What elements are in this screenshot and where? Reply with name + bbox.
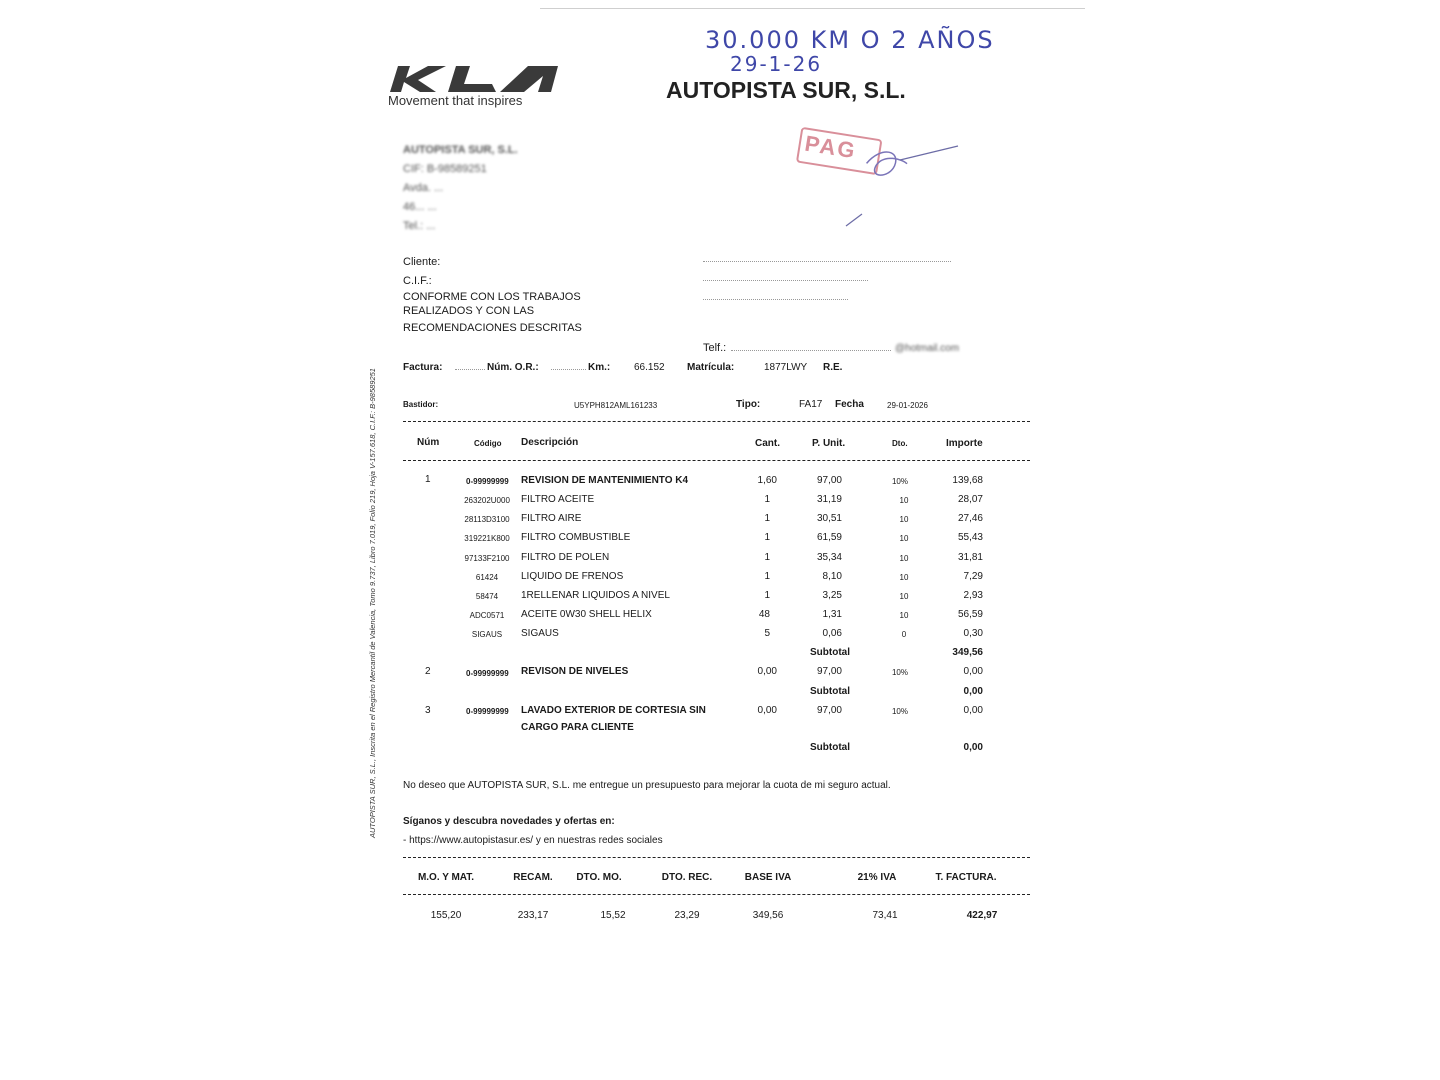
totals-bottom-divider — [403, 894, 1030, 895]
redacted-line-2 — [703, 280, 868, 283]
totals-header-recam: RECAM. — [513, 872, 553, 883]
row-punit: 1,31 — [822, 609, 842, 621]
col-header-num: Núm — [417, 437, 440, 448]
km-value: 66.152 — [634, 362, 665, 373]
row-code: 0-99999999 — [466, 477, 509, 486]
matricula-label: Matrícula: — [687, 362, 735, 373]
kia-logo — [388, 64, 560, 110]
col-header-descripcion: Descripción — [521, 437, 579, 448]
issuer-line-3: Avda. ... — [403, 182, 444, 194]
row-desc: ACEITE 0W30 SHELL HELIX — [521, 609, 652, 621]
row-desc: FILTRO AIRE — [521, 513, 582, 525]
km-label: Km.: — [588, 362, 611, 373]
row-dto: 10 — [899, 572, 909, 582]
row-cant: 1 — [764, 590, 770, 601]
row-punit: 35,34 — [816, 551, 842, 563]
row-desc: REVISON DE NIVELES — [521, 666, 629, 677]
factura-redacted — [455, 369, 485, 370]
row-code: 319221K800 — [464, 534, 510, 544]
row-cant: 1,60 — [757, 475, 777, 486]
col-header-punit: P. Unit. — [812, 438, 846, 449]
row-punit: 30,51 — [816, 513, 842, 525]
row-code: ADC0571 — [469, 611, 505, 621]
conform-line-2: REALIZADOS Y CON LAS — [403, 305, 535, 317]
issuer-block — [403, 144, 663, 239]
header-top-divider — [403, 421, 1030, 422]
tipo-value: FA17 — [799, 399, 823, 410]
totals-header-dto-rec: DTO. REC. — [661, 872, 713, 883]
row-code: 97133F2100 — [464, 553, 510, 563]
row-dto: 10% — [891, 477, 908, 486]
client-tel-label: Telf.: — [703, 342, 727, 354]
row-punit: 97,00 — [816, 666, 842, 677]
row-punit: 97,00 — [816, 705, 842, 716]
row-punit: 0,06 — [822, 628, 842, 640]
row-importe: 31,81 — [957, 551, 983, 563]
bastidor-label: Bastidor: — [403, 400, 439, 409]
client-address-redacted — [703, 256, 953, 302]
row-importe: 139,68 — [952, 475, 983, 486]
row-cant: 1 — [764, 532, 770, 544]
row-desc: REVISION DE MANTENIMIENTO K4 — [521, 475, 689, 486]
subtotal-value-3: 0,00 — [963, 742, 983, 753]
row-cant: 0,00 — [757, 666, 777, 677]
totals-value-recam: 233,17 — [517, 910, 549, 921]
row-code: 0-99999999 — [466, 707, 509, 716]
row-punit: 31,19 — [816, 494, 842, 505]
totals-top-divider — [403, 857, 1030, 858]
redacted-line-3 — [703, 299, 848, 302]
row-dto: 10 — [899, 553, 909, 563]
row-importe: 55,43 — [957, 532, 983, 544]
follow-line: - https://www.autopistasur.es/ y en nuestras redes sociales — [403, 835, 663, 846]
tipo-label: Tipo: — [736, 399, 761, 410]
totals-value-dto-rec: 23,29 — [674, 910, 700, 921]
top-border-line — [540, 8, 1085, 9]
follow-title: Síganos y descubra novedades y ofertas en: — [403, 816, 615, 827]
company-name: AUTOPISTA SUR, S.L. — [666, 77, 906, 103]
row-desc: LIQUIDO DE FRENOS — [521, 570, 624, 582]
conform-line-3: RECOMENDACIONES DESCRITAS — [403, 322, 582, 334]
issuer-line-5: Tel.: ... — [403, 220, 436, 232]
col-header-cant: Cant. — [755, 438, 780, 449]
row-cant: 1 — [764, 551, 770, 563]
totals-header-total: T. FACTURA. — [935, 872, 997, 883]
row-importe: 7,29 — [963, 570, 983, 582]
issuer-line-2: CIF: B-98589251 — [403, 163, 487, 175]
signature-scribble — [840, 140, 960, 230]
row-importe: 0,00 — [963, 705, 983, 716]
row-importe: 0,00 — [963, 666, 983, 677]
handwritten-note-line2: 29-1-26 — [730, 52, 823, 76]
row-code: 58474 — [475, 592, 499, 601]
row-num: 1 — [425, 474, 431, 485]
row-importe: 27,46 — [957, 513, 983, 525]
subtotal-value-2: 0,00 — [963, 686, 983, 697]
totals-value-mo-mat: 155,20 — [430, 910, 462, 921]
matricula-value: 1877LWY — [764, 362, 808, 373]
fecha-label: Fecha — [835, 399, 864, 410]
row-importe: 28,07 — [957, 494, 983, 505]
row-dto: 10% — [891, 707, 908, 716]
totals-value-total: 422,97 — [966, 910, 998, 921]
totals-header-iva: 21% IVA — [857, 872, 897, 883]
kia-logo-icon — [388, 64, 560, 94]
totals-header-dto-mo: DTO. MO. — [576, 872, 622, 883]
redacted-line-1 — [703, 261, 951, 264]
client-cif-label: C.I.F.: — [403, 275, 432, 287]
col-header-codigo: Código — [474, 439, 502, 448]
row-desc-line2: CARGO PARA CLIENTE — [521, 722, 634, 733]
header-bottom-divider — [403, 460, 1030, 461]
factura-label: Factura: — [403, 362, 443, 373]
fecha-value: 29-01-2026 — [887, 401, 928, 410]
subtotal-label-1: Subtotal — [810, 647, 850, 658]
row-desc: FILTRO COMBUSTIBLE — [521, 532, 631, 544]
bastidor-value: U5YPH812AML161233 — [574, 401, 658, 410]
row-cant: 48 — [758, 609, 770, 621]
row-cant: 1 — [764, 570, 770, 582]
row-punit: 3,25 — [822, 590, 842, 601]
issuer-line-1: AUTOPISTA SUR, S.L. — [403, 144, 518, 156]
totals-header-base-iva: BASE IVA — [744, 872, 792, 883]
row-punit: 8,10 — [822, 570, 842, 582]
row-importe: 56,59 — [957, 609, 983, 621]
totals-header-mo-mat: M.O. Y MAT. — [417, 872, 475, 883]
totals-value-dto-mo: 15,52 — [600, 910, 626, 921]
row-code: 28113D3100 — [464, 515, 510, 525]
insurance-note: No deseo que AUTOPISTA SUR, S.L. me entregue un presupuesto para mejorar la cuota de mi seguro actual. — [403, 780, 891, 791]
conform-line-1: CONFORME CON LOS TRABAJOS — [403, 291, 581, 303]
row-num: 2 — [425, 666, 431, 677]
row-punit: 61,59 — [816, 532, 842, 544]
handwritten-note-line1: 30.000 KM O 2 AÑOS — [705, 26, 995, 54]
row-dto: 10 — [899, 592, 909, 601]
row-desc: SIGAUS — [521, 628, 559, 640]
row-dto: 0 — [901, 630, 907, 640]
row-cant: 5 — [764, 628, 770, 640]
registry-side-note: AUTOPISTA SUR, S.L., Inscrita en el Registro Mercantil de Valencia, Tomo 9.737, Libro 7.019, Folio 219, Hoja V-157.618, C.I.F.: B-98589251 — [368, 368, 377, 838]
row-dto: 10 — [899, 611, 909, 621]
client-tel-redacted — [731, 350, 891, 351]
row-num: 3 — [425, 705, 431, 716]
row-dto: 10 — [899, 496, 909, 505]
row-dto: 10 — [899, 515, 909, 525]
subtotal-label-3: Subtotal — [810, 742, 850, 753]
row-dto: 10 — [899, 534, 909, 544]
num-or-label: Núm. O.R.: — [487, 362, 539, 373]
row-desc: 1RELLENAR LIQUIDOS A NIVEL — [521, 590, 670, 601]
row-desc: FILTRO ACEITE — [521, 494, 595, 505]
row-cant: 1 — [764, 513, 770, 525]
kia-tagline: Movement that inspires — [388, 93, 523, 108]
row-desc: FILTRO DE POLEN — [521, 551, 610, 563]
row-code: 0-99999999 — [466, 669, 509, 678]
row-code: SIGAUS — [471, 630, 503, 640]
subtotal-value-1: 349,56 — [952, 647, 983, 658]
row-punit: 97,00 — [816, 475, 842, 486]
row-cant: 0,00 — [757, 705, 777, 716]
col-header-importe: Importe — [946, 438, 983, 449]
row-importe: 2,93 — [963, 590, 983, 601]
row-dto: 10% — [891, 668, 908, 677]
re-label: R.E. — [823, 362, 843, 373]
client-email: @hotmail.com — [895, 343, 960, 354]
row-desc-line1: LAVADO EXTERIOR DE CORTESIA SIN — [521, 705, 706, 716]
row-cant: 1 — [764, 494, 770, 505]
paid-stamp-text: PAG — [803, 130, 859, 164]
totals-value-iva: 73,41 — [872, 910, 898, 921]
client-label: Cliente: — [403, 256, 441, 268]
row-code: 263202U000 — [464, 496, 510, 505]
col-header-dto: Dto. — [892, 439, 908, 448]
issuer-line-4: 46... ... — [403, 201, 437, 213]
totals-value-base-iva: 349,56 — [752, 910, 784, 921]
row-code: 61424 — [475, 572, 499, 582]
num-or-redacted — [551, 369, 586, 370]
subtotal-label-2: Subtotal — [810, 686, 850, 697]
row-importe: 0,30 — [963, 628, 983, 640]
